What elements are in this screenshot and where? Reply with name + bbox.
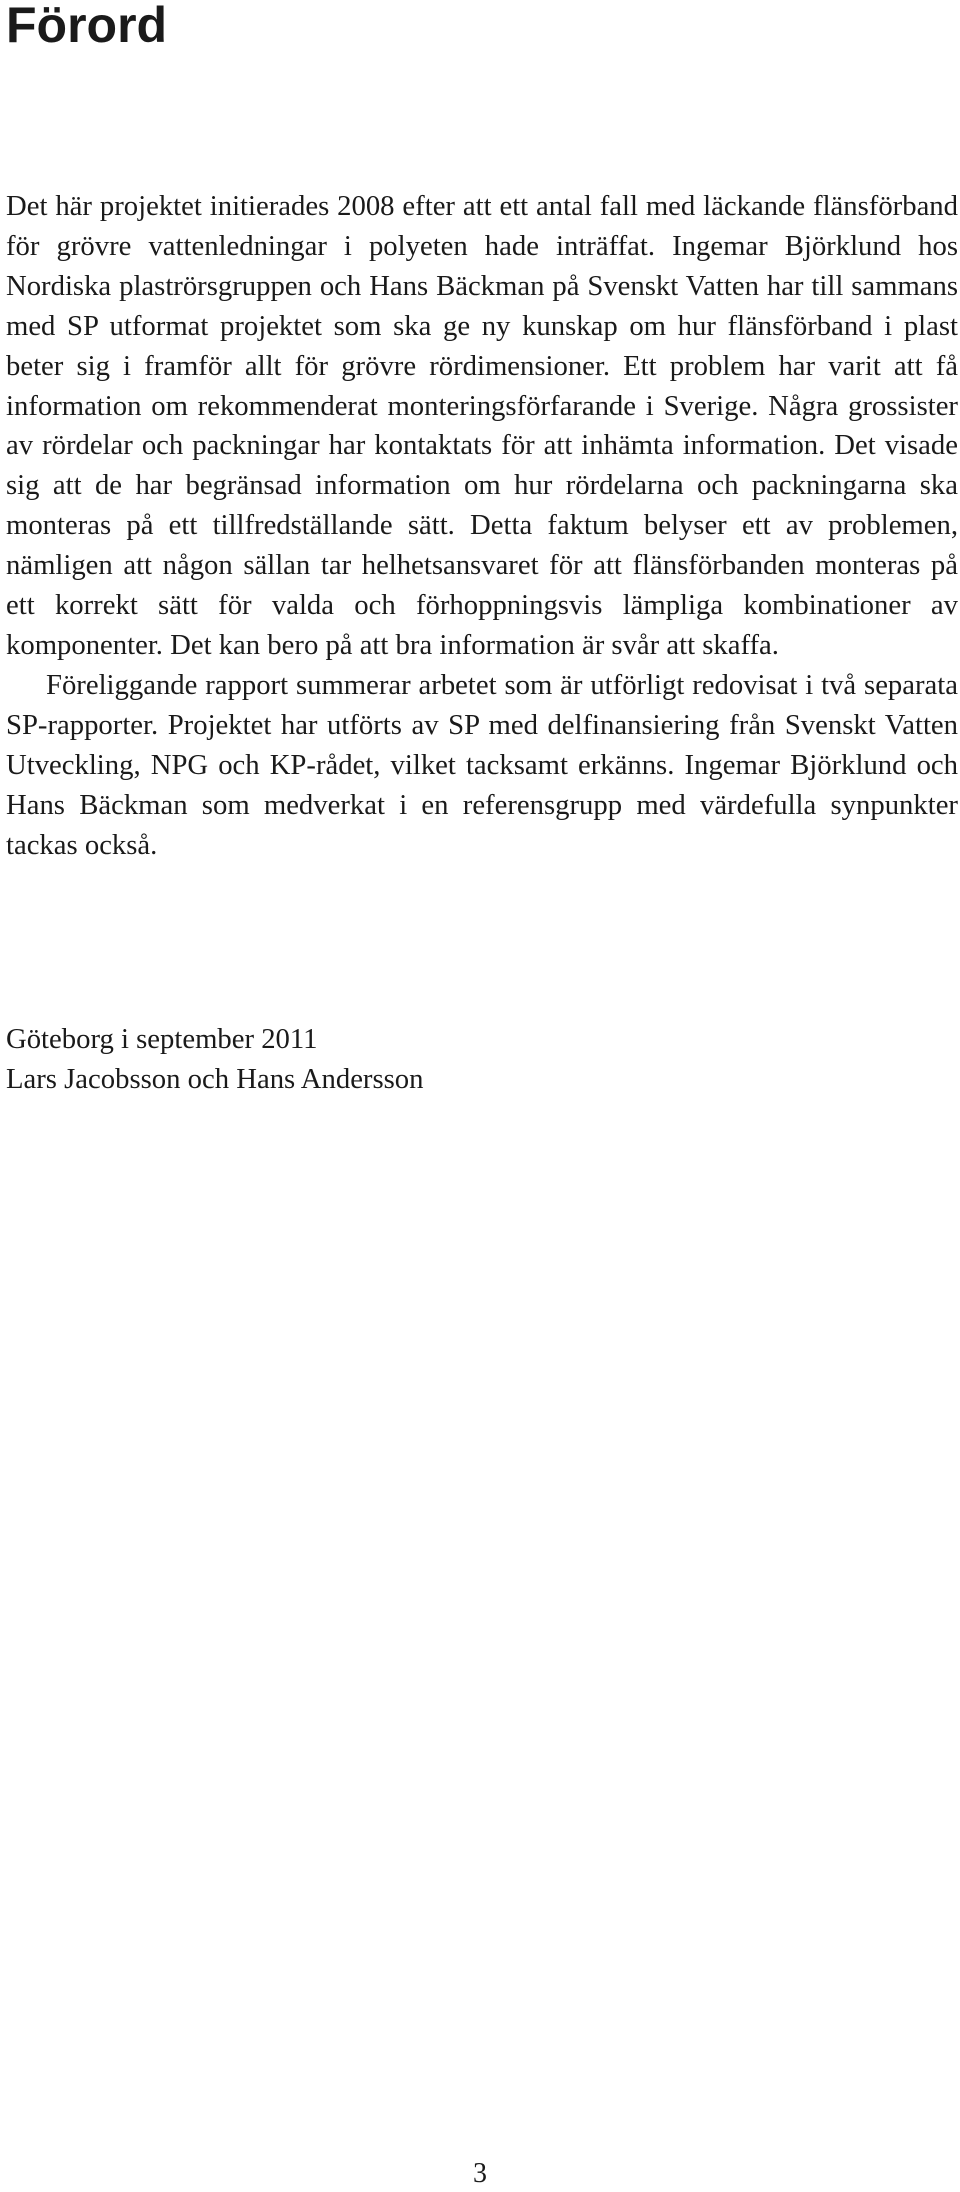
page-title: Förord bbox=[6, 0, 168, 53]
signature-block bbox=[6, 1020, 424, 1100]
foreword-body bbox=[6, 187, 958, 865]
paragraph: Föreliggande rapport summerar arbetet som är utförligt redovisat i två separata SP-rapporter. Projektet har utförts av SP med delfinansiering från Svenskt Vatten Utveckling, NPG och KP-rådet, vilket tacksamt erkänns. Ingemar Björklund och Hans Bäckman som medverkat i en referensgrupp med värdefulla synpunkter tackas också. bbox=[6, 668, 958, 861]
signature-authors: Lars Jacobsson och Hans Andersson bbox=[6, 1062, 424, 1095]
signature-place-date: Göteborg i september 2011 bbox=[6, 1023, 318, 1055]
paragraph: Det här projektet initierades 2008 efter att ett antal fall med läckande flänsförband för grövre vattenledningar i polyeten hade inträffat. Ingemar Björklund hos Nordiska plaströrsgruppen och Hans Bäckman på Svenskt Vatten har till sammans med SP utformat projektet som ska ge ny kunskap om hur flänsförband i plast beter sig i framför allt för grövre rördimensioner. Ett problem har varit att få information om rekommenderat monteringsförfarande i Sverige. Några grossister av rördelar och packningar har kontaktats för att inhämta information. Det visade sig att de har begränsad information om hur rördelarna och packningarna ska monteras på ett tillfredställande sätt. Detta faktum belyser ett av problemen, nämligen att någon sällan tar helhetsansvaret för att flänsförbanden monteras på ett korrekt sätt för valda och förhoppningsvis lämpliga kombinationer av komponenter. Det kan bero på att bra information är svår att skaffa. bbox=[6, 190, 958, 661]
page-number: 3 bbox=[473, 2158, 487, 2189]
